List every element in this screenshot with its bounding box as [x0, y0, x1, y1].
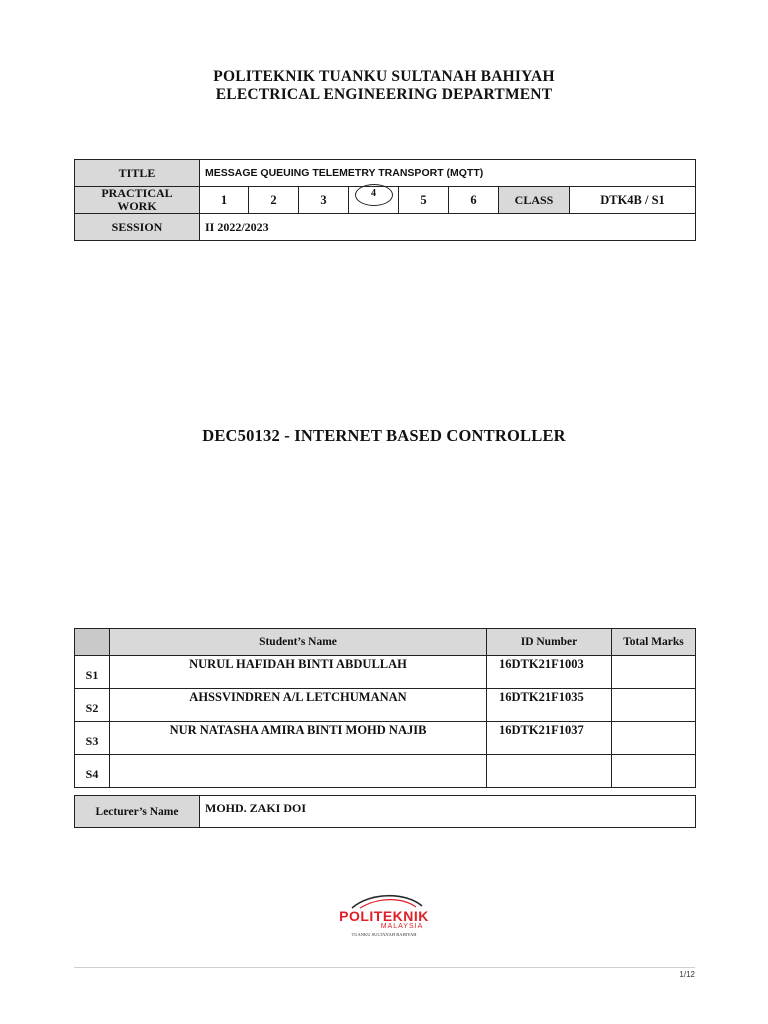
session-value: II 2022/2023	[200, 214, 696, 241]
title-row	[75, 160, 696, 187]
student-marks	[612, 689, 696, 722]
row-label: S2	[75, 689, 110, 722]
practical-row	[75, 187, 696, 214]
department-name: ELECTRICAL ENGINEERING DEPARTMENT	[215, 86, 553, 103]
practical-info-table	[74, 159, 696, 241]
course-title: DEC50132 - INTERNET BASED CONTROLLER	[202, 426, 566, 445]
table-row	[75, 656, 696, 689]
student-marks	[612, 722, 696, 755]
lecturer-name: MOHD. ZAKI DOI	[200, 796, 696, 828]
header-blank-cell	[75, 629, 110, 656]
title-label: TITLE	[75, 160, 200, 187]
class-value: DTK4B / S1	[570, 187, 696, 214]
logo-country-text: MALAYSIA	[380, 923, 424, 930]
politeknik-logo	[322, 892, 446, 942]
table-row	[75, 755, 696, 788]
student-id: 16DTK21F1003	[487, 656, 612, 689]
table-row	[75, 689, 696, 722]
student-name: NURUL HAFIDAH BINTI ABDULLAH	[110, 656, 487, 689]
practical-label-line1: PRACTICAL	[101, 186, 173, 200]
practical-number-4	[349, 187, 399, 214]
student-marks	[612, 656, 696, 689]
student-name: NUR NATASHA AMIRA BINTI MOHD NAJIB	[110, 722, 487, 755]
row-label: S3	[75, 722, 110, 755]
student-table-header	[75, 629, 696, 656]
student-marks	[612, 755, 696, 788]
footer-divider	[74, 967, 695, 968]
lecturer-row	[75, 796, 696, 828]
institution-name: POLITEKNIK TUANKU SULTANAH BAHIYAH	[213, 68, 555, 85]
practical-number-5: 5	[399, 187, 449, 214]
header-student-name: Student’s Name	[110, 629, 487, 656]
document-header	[0, 68, 768, 104]
lecturer-label: Lecturer’s Name	[75, 796, 200, 828]
session-row	[75, 214, 696, 241]
title-value: MESSAGE QUEUING TELEMETRY TRANSPORT (MQTT)	[200, 160, 696, 187]
logo-brand-text: POLITEKNIK	[339, 908, 429, 924]
session-label: SESSION	[75, 214, 200, 241]
table-row	[75, 722, 696, 755]
student-id	[487, 755, 612, 788]
student-table	[74, 628, 696, 788]
student-id: 16DTK21F1037	[487, 722, 612, 755]
lecturer-table	[74, 795, 696, 828]
practical-label-line2: WORK	[117, 199, 157, 213]
header-total-marks: Total Marks	[612, 629, 696, 656]
practical-number-6: 6	[449, 187, 499, 214]
logo-campus-text: TUANKU SULTANAH BAHIYAH	[351, 932, 417, 937]
practical-number-1: 1	[200, 187, 249, 214]
row-label: S1	[75, 656, 110, 689]
practical-label	[75, 187, 200, 214]
class-label: CLASS	[499, 187, 570, 214]
practical-selected-circle: 4	[355, 184, 393, 206]
page-number: 1/12	[679, 970, 695, 979]
practical-number-2: 2	[249, 187, 299, 214]
student-name	[110, 755, 487, 788]
header-id-number: ID Number	[487, 629, 612, 656]
row-label: S4	[75, 755, 110, 788]
practical-number-3: 3	[299, 187, 349, 214]
student-name: AHSSVINDREN A/L LETCHUMANAN	[110, 689, 487, 722]
student-id: 16DTK21F1035	[487, 689, 612, 722]
